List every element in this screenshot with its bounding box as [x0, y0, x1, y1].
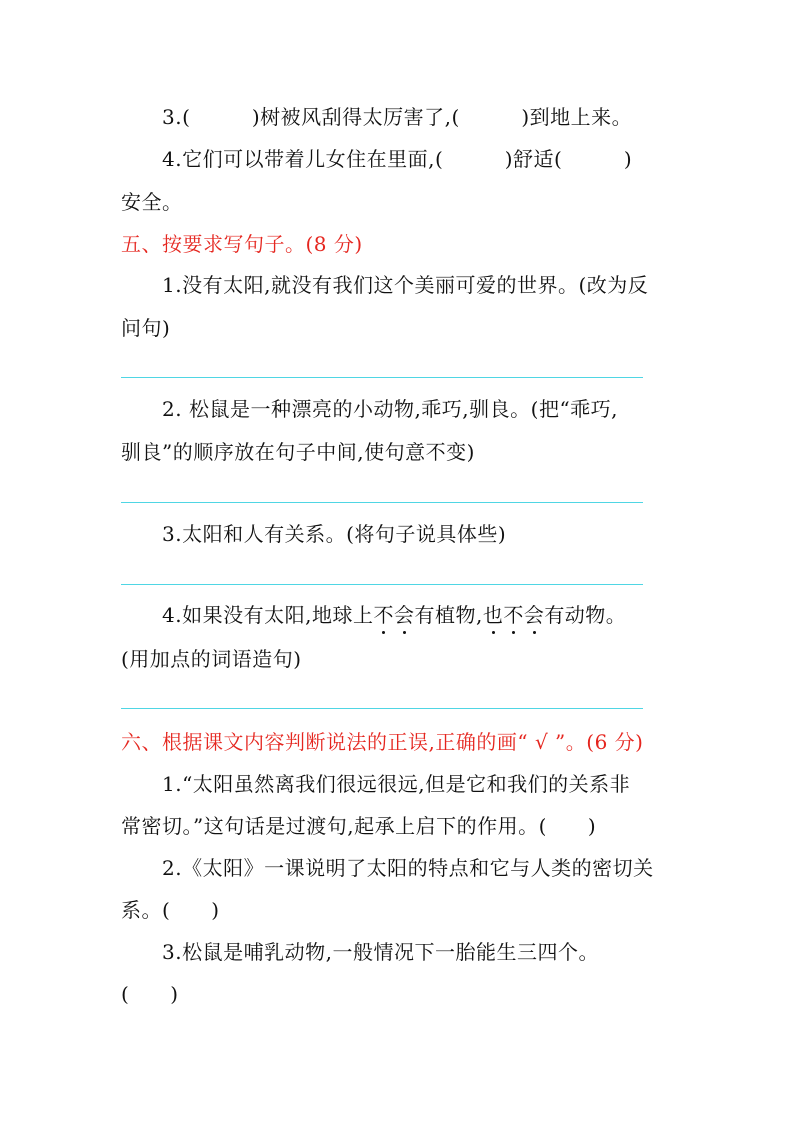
question-5-2-line2: 驯良”的顺序放在句子中间,使句意不变) [121, 440, 475, 464]
question-5-4-line2: (用加点的词语造句) [121, 647, 302, 671]
question-5-4-line1 [162, 602, 626, 628]
question-6-2-line1: 2.《太阳》一课说明了太阳的特点和它与人类的密切关 [162, 856, 654, 880]
question-6-1-line2: 常密切。”这句话是过渡句,起承上启下的作用。( ) [121, 814, 597, 838]
q4-text-part2: 有植物, [414, 603, 483, 627]
section-5-heading: 五、按要求写句子。(8 分) [121, 232, 363, 256]
answer-line-5-3[interactable] [121, 584, 643, 585]
emphasis-dot-char: 会 [393, 603, 415, 627]
question-5-3: 3.太阳和人有关系。(将句子说具体些) [162, 522, 507, 546]
emphasis-dot-char: 不 [503, 603, 524, 627]
section-6-heading: 六、根据课文内容判断说法的正误,正确的画“ √ ”。(6 分) [121, 730, 644, 754]
question-4-4-line1: 4.它们可以带着儿女住在里面,( )舒适( ) [162, 147, 633, 171]
question-5-2-line1: 2. 松鼠是一种漂亮的小动物,乖巧,驯良。(把“乖巧, [162, 397, 619, 421]
q4-text-part3: 有动物。 [544, 603, 627, 627]
question-6-3-line2: ( ) [121, 982, 179, 1006]
question-4-4-line2: 安全。 [121, 190, 183, 214]
answer-line-5-2[interactable] [121, 502, 643, 503]
question-6-2-line2: 系。( ) [121, 898, 220, 922]
emphasis-dot-char: 也 [482, 603, 504, 627]
question-5-1-line2: 问句) [121, 316, 171, 340]
question-5-1-line1: 1.没有太阳,就没有我们这个美丽可爱的世界。(改为反 [162, 273, 649, 297]
question-6-3-line1: 3.松鼠是哺乳动物,一般情况下一胎能生三四个。 [162, 940, 599, 964]
emphasis-dot-char: 会 [523, 603, 545, 627]
answer-line-5-4[interactable] [121, 708, 643, 709]
answer-line-5-1[interactable] [121, 377, 643, 378]
question-4-3: 3.( )树被风刮得太厉害了,( )到地上来。 [162, 105, 633, 129]
q4-text-part1: 4.如果没有太阳,地球上 [162, 603, 374, 627]
question-6-1-line1: 1.“太阳虽然离我们很远很远,但是它和我们的关系非 [162, 772, 631, 796]
emphasis-dot-char: 不 [373, 603, 394, 627]
